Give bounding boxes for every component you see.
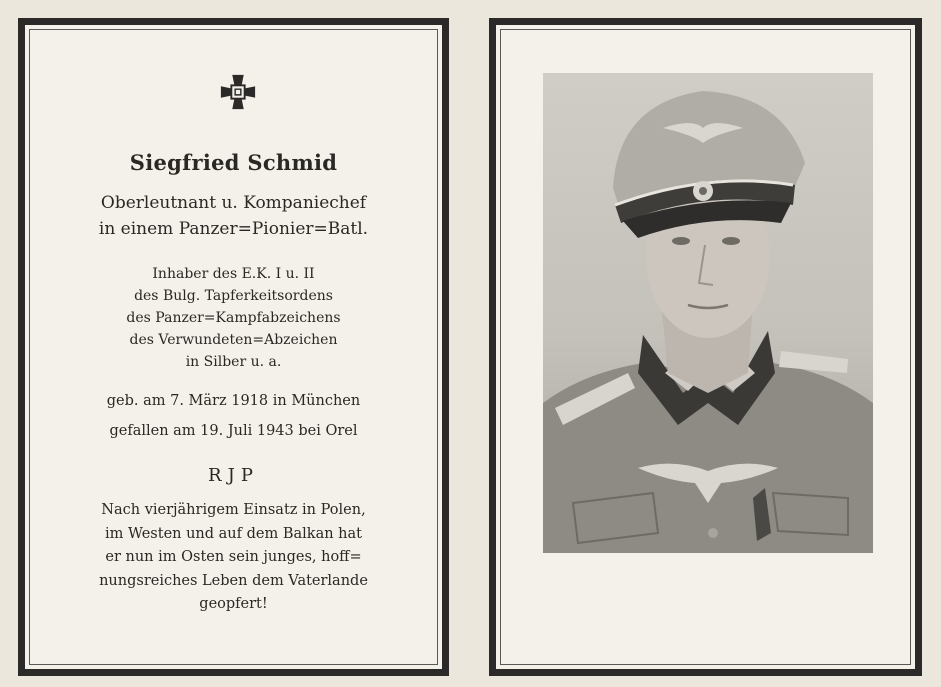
death-date: gefallen am 19. Juli 1943 bei Orel <box>109 423 358 439</box>
right-card <box>489 18 922 676</box>
portrait-photo <box>543 73 873 553</box>
honor-line: des Bulg. Tapferkeitsordens <box>134 288 333 304</box>
epitaph-block <box>25 499 442 617</box>
birth-date: geb. am 7. März 1918 in München <box>106 393 361 409</box>
honor-line: in Silber u. a. <box>185 354 282 370</box>
left-card <box>18 18 449 676</box>
obituary-text <box>25 25 442 669</box>
rank-line: Oberleutnant u. Kompaniechef <box>100 193 367 213</box>
rank-block <box>25 190 442 242</box>
deceased-name: Siegfried Schmid <box>129 150 338 175</box>
rip-heading: RJP <box>208 465 259 486</box>
portrait-illustration <box>543 73 873 553</box>
epitaph-line: Nach vierjährigem Einsatz in Polen, <box>101 502 366 518</box>
iron-cross-icon <box>219 73 257 111</box>
honor-line: des Panzer=Kampfabzeichens <box>126 310 341 326</box>
epitaph-line: geopfert! <box>199 596 268 612</box>
epitaph-line: nungsreiches Leben dem Vaterlande <box>99 572 368 589</box>
honor-line: des Verwundeten=Abzeichen <box>129 332 338 348</box>
epitaph-line: er nun im Osten sein junges, hoff= <box>105 549 362 565</box>
honors-block <box>25 263 442 373</box>
epitaph-line: im Westen und auf dem Balkan hat <box>105 525 362 542</box>
honor-line: Inhaber des E.K. I u. II <box>152 266 315 282</box>
rank-line: in einem Panzer=Pionier=Batl. <box>98 219 369 239</box>
